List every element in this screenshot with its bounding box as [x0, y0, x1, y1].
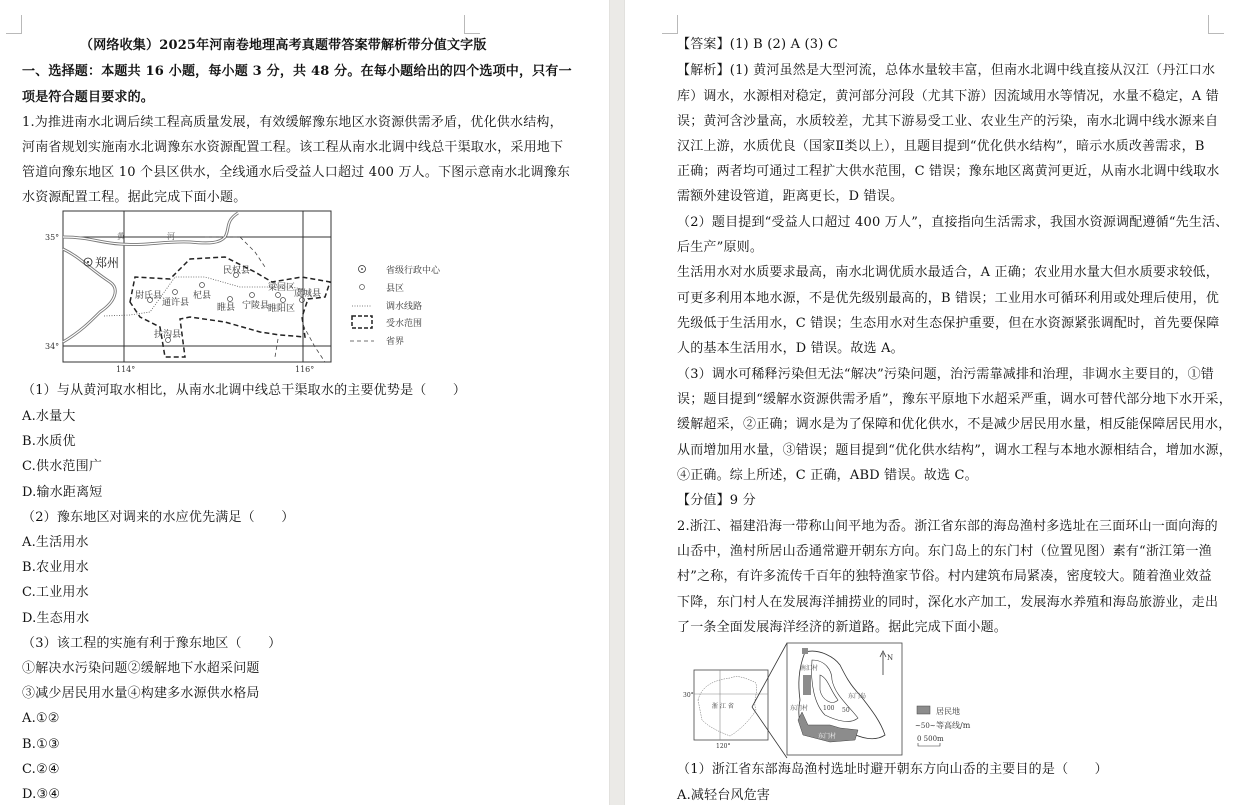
question-stem: 了一条全面发展海洋经济的新道路。据此完成下面小题。	[677, 620, 1008, 635]
svg-text:居民地: 居民地	[936, 707, 960, 716]
answer-option: B.①③	[22, 737, 60, 752]
svg-text:河: 河	[167, 232, 175, 241]
svg-text:调水线路: 调水线路	[386, 302, 423, 312]
document-page-left	[0, 0, 609, 805]
analysis-text: （3）调水可稀释污染但无法“解决”污染问题，治污需靠减排和治理，非调水主要目的，①错	[677, 367, 1214, 382]
svg-text:受水范围: 受水范围	[386, 319, 423, 329]
svg-text:120°: 120°	[716, 743, 731, 750]
svg-text:35°: 35°	[45, 233, 60, 242]
svg-text:扶沟县: 扶沟县	[154, 330, 182, 340]
answer-option: B.农业用水	[22, 560, 89, 575]
svg-text:睢阳区: 睢阳区	[268, 304, 296, 314]
question-stem: 河南省规划实施南水北调豫东水资源配置工程。该工程从南水北调中线总干渠取水，采用地下	[22, 140, 564, 155]
analysis-text: ④正确。综上所述，C 正确，ABD 错误。故选 C。	[677, 468, 978, 483]
svg-text:东门村: 东门村	[818, 733, 837, 740]
analysis-text: 人的基本生活用水，D 错误。故选 A。	[677, 341, 904, 356]
analysis-text: 缓解超采，②正确；调水是为了保障和优化供水，不是减少居民用水量，相反能保障居民用水，	[677, 417, 1232, 432]
analysis-text: 需额外建设管道，距离更长，D 错误。	[677, 189, 904, 204]
analysis-text: 生活用水对水质要求最高，南水北调优质水最适合，A 正确；农业用水量大但水质要求较低，	[677, 265, 1219, 280]
score-value: 【分值】9 分	[677, 493, 756, 508]
svg-text:116°: 116°	[295, 365, 315, 374]
svg-text:虞城县: 虞城县	[294, 289, 322, 299]
margin-corner-mark	[6, 15, 22, 34]
svg-text:县区: 县区	[386, 284, 405, 294]
margin-corner-mark	[464, 15, 480, 34]
analysis-text: 正确；两者均可通过工程扩大供水范围，C 错误；豫东地区离黄河更近，从南水北调中线取水	[677, 164, 1220, 179]
svg-text:0 500m: 0 500m	[917, 735, 944, 743]
svg-text:南汇村: 南汇村	[800, 665, 819, 672]
svg-text:34°: 34°	[45, 342, 60, 351]
margin-corner-mark	[1208, 15, 1224, 34]
answer-option: D.输水距离短	[22, 485, 103, 500]
svg-text:N: N	[887, 654, 894, 662]
document-page-right	[625, 0, 1252, 805]
margin-corner-mark	[662, 15, 678, 34]
document-title: （网络收集）2025年河南卷地理高考真题带答案带解析带分值文字版	[80, 38, 487, 53]
svg-text:郑州: 郑州	[95, 256, 120, 270]
svg-text:民权县: 民权县	[223, 266, 251, 276]
svg-text:睢县: 睢县	[217, 303, 236, 313]
svg-text:114°: 114°	[116, 365, 136, 374]
svg-text:宁陵县: 宁陵县	[242, 301, 270, 311]
sub-question: （3）该工程的实施有利于豫东地区（ ）	[22, 636, 282, 651]
svg-text:东门村: 东门村	[790, 705, 809, 712]
answer-option: C.供水范围广	[22, 459, 103, 474]
svg-text:梁园区: 梁园区	[268, 283, 296, 293]
sub-question: （2）豫东地区对调来的水应优先满足（ ）	[22, 510, 295, 525]
svg-text:东门岛: 东门岛	[848, 693, 867, 700]
water-diversion-map	[40, 207, 460, 377]
svg-text:浙 江 省: 浙 江 省	[712, 703, 734, 710]
svg-text:100: 100	[823, 705, 835, 712]
svg-text:省级行政中心: 省级行政中心	[386, 266, 441, 276]
answer-option: C.工业用水	[22, 585, 89, 600]
analysis-text: 汉江上游，水质优良（国家Ⅱ类以上），且题目提到“优化供水结构”，暗示水质改善需求，B	[677, 139, 1205, 154]
analysis-text: 先级低于生活用水，C 错误；生态用水对生态保护重要，但在水资源紧张调配时，首先要保障	[677, 316, 1220, 331]
sub-question: （1）与从黄河取水相比，从南水北调中线总干渠取水的主要优势是（ ）	[22, 383, 467, 398]
question-stem: 山岙中，渔村所居山岙通常避开朝东方向。东门岛上的东门村（位置见图）素有“浙江第一渔	[677, 544, 1212, 559]
question-stem: 管道向豫东地区 10 个县区供水，全线通水后受益人口超过 400 万人。下图示意南水北调豫东	[22, 165, 571, 180]
page-gutter	[609, 0, 625, 805]
analysis-text: 后生产”原则。	[677, 240, 764, 255]
answer-option: A.减轻台风危害	[677, 788, 771, 803]
svg-text:30°: 30°	[683, 692, 694, 699]
answer-option: D.生态用水	[22, 611, 90, 626]
question-stem: 1.为推进南水北调后续工程高质量发展，有效缓解豫东地区水资源供需矛盾，优化供水结构，	[22, 115, 563, 130]
analysis-text: 误；黄河含沙量高，水质较差，尤其下游易受工业、农业生产的污染，南水北调中线水源来自	[677, 114, 1219, 129]
svg-text:50: 50	[842, 707, 850, 714]
svg-text:杞县: 杞县	[193, 291, 212, 301]
analysis-text: 从而增加用水量，③错误；题目提到“优化供水结构”，调水工程与本地水源相结合，增加水源，	[677, 443, 1232, 458]
dongmen-island-map	[680, 640, 1020, 760]
question-stem: 下降，东门村人在发展海洋捕捞业的同时，深化水产加工，发展海水养殖和海岛旅游业，走出	[677, 595, 1219, 610]
answer-option: B.水质优	[22, 434, 76, 449]
svg-text:通许县: 通许县	[162, 298, 190, 308]
svg-text:~50~: ~50~	[915, 722, 936, 730]
question-stem: 水资源配置工程。据此完成下面小题。	[22, 190, 247, 205]
answer-option: A.①②	[22, 711, 60, 726]
question-stem: 村”之称，有许多流传千百年的独特渔家节俗。村内建筑布局紧凑，密度较大。随着渔业效益	[677, 569, 1212, 584]
answer-key: 【答案】(1) B (2) A (3) C	[677, 37, 838, 52]
section-heading: 一、选择题：本题共 16 小题，每小题 3 分，共 48 分。在每小题给出的四个选项中，只有一	[22, 64, 572, 79]
answer-option: C.②④	[22, 762, 60, 777]
section-heading-cont: 项是符合题目要求的。	[22, 90, 155, 105]
question-stem: 2.浙江、福建沿海一带称山间平地为岙。浙江省东部的海岛渔村多选址在三面环山一面向海的	[677, 519, 1218, 534]
answer-option: D.③④	[22, 787, 61, 802]
svg-text:尉氏县: 尉氏县	[135, 291, 163, 301]
svg-text:省界: 省界	[386, 337, 405, 347]
analysis-text: 可更多利用本地水源，不是优先级别最高的，B 错误；工业用水可循环利用或处理后使用，优	[677, 291, 1220, 306]
analysis-text: （2）题目提到“受益人口超过 400 万人”，直接指向生活需求，我国水资源调配遵循“先生活、	[677, 215, 1229, 230]
analysis-text: 误；题目提到“缓解水资源供需矛盾”，豫东平原地下水超采严重，调水可替代部分地下水开采，	[677, 392, 1232, 407]
analysis-text: 【解析】(1) 黄河虽然是大型河流，总体水量较丰富，但南水北调中线直接从汉江（丹江口水	[677, 63, 1216, 78]
sub-question: （1）浙江省东部海岛渔村选址时避开朝东方向山岙的主要目的是（ ）	[677, 762, 1108, 777]
svg-text:等高线/m: 等高线/m	[936, 721, 971, 730]
statement-list: ①解决水污染问题②缓解地下水超采问题	[22, 661, 260, 676]
analysis-text: 库）调水，水源相对稳定，黄河部分河段（尤其下游）因流域用水等情况，水量不稳定，A 错	[677, 89, 1219, 104]
answer-option: A.水量大	[22, 409, 76, 424]
map-legend	[350, 264, 441, 347]
answer-option: A.生活用水	[22, 535, 89, 550]
statement-list: ③减少居民用水量④构建多水源供水格局	[22, 686, 260, 701]
svg-text:黄: 黄	[117, 232, 125, 241]
